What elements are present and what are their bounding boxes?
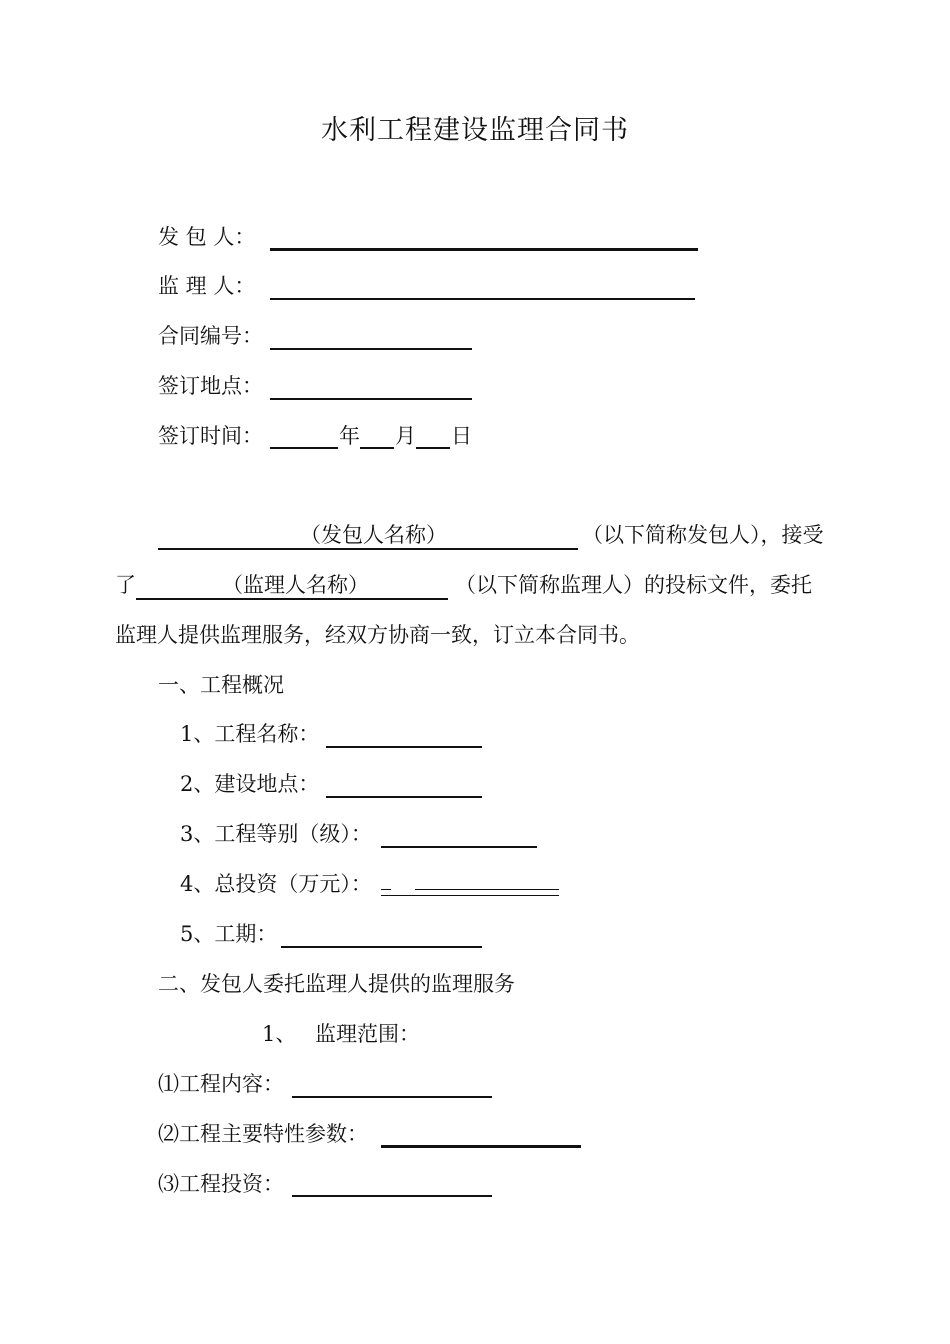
intro-line1-suffix: （以下简称发包人），接受 (582, 523, 824, 547)
duration-blank[interactable] (281, 946, 482, 948)
contract-no-label: 合同编号： (158, 324, 263, 348)
parameters-blank[interactable] (381, 1145, 581, 1148)
scope-item-investment: ⑶工程投资： (158, 1172, 284, 1196)
day-label: 日 (451, 424, 472, 448)
sign-month-blank[interactable] (360, 447, 394, 449)
supervisor-blank[interactable] (270, 298, 695, 300)
project-grade-blank[interactable] (381, 846, 537, 848)
investment-blank-b[interactable] (415, 889, 559, 890)
project-name-blank[interactable] (326, 746, 482, 748)
year-label: 年 (339, 424, 360, 448)
party-a-label: 发 包 人： (158, 225, 256, 249)
sign-place-blank[interactable] (270, 398, 472, 400)
section1-item-investment: 4、总投资（万元）： (180, 872, 372, 896)
intro-line2-suffix: （以下简称监理人）的投标文件，委托 (455, 573, 812, 597)
build-location-blank[interactable] (326, 796, 482, 798)
section1-heading: 一、工程概况 (158, 673, 284, 697)
intro-line3: 监理人提供监理服务，经双方协商一致，订立本合同书。 (115, 623, 640, 647)
document-title: 水利工程建设监理合同书 (321, 115, 629, 146)
sign-day-blank[interactable] (416, 447, 450, 449)
section1-item-grade: 3、工程等别（级）： (180, 822, 372, 846)
section1-item-name: 1、工程名称： (180, 722, 320, 746)
intro-line2-prefix: 了 (115, 573, 136, 597)
section2-sub-title: 监理范围： (315, 1022, 420, 1046)
contract-no-blank[interactable] (270, 348, 472, 350)
scope-item-parameters: ⑵工程主要特性参数： (158, 1122, 368, 1146)
sign-place-label: 签订地点： (158, 374, 263, 398)
supervisor-label: 监 理 人： (158, 274, 256, 298)
party-a-blank[interactable] (270, 248, 698, 251)
scope-investment-blank[interactable] (292, 1195, 492, 1197)
section1-item-location: 2、建设地点： (180, 772, 320, 796)
party-a-name-blank[interactable] (158, 548, 578, 550)
month-label: 月 (395, 424, 416, 448)
supervisor-name-placeholder: （监理人名称） (222, 573, 369, 597)
sign-year-blank[interactable] (270, 447, 338, 449)
investment-blank[interactable] (381, 895, 559, 896)
scope-item-content: ⑴工程内容： (158, 1072, 284, 1096)
party-a-name-placeholder: （发包人名称） (300, 523, 447, 547)
section2-heading: 二、发包人委托监理人提供的监理服务 (158, 972, 515, 996)
project-content-blank[interactable] (292, 1096, 492, 1098)
investment-blank-a[interactable] (381, 889, 391, 890)
supervisor-name-blank[interactable] (136, 598, 448, 600)
section1-item-duration: 5、工期： (180, 922, 278, 946)
sign-time-label: 签订时间： (158, 424, 263, 448)
section2-sub-number: 1、 (262, 1022, 297, 1046)
